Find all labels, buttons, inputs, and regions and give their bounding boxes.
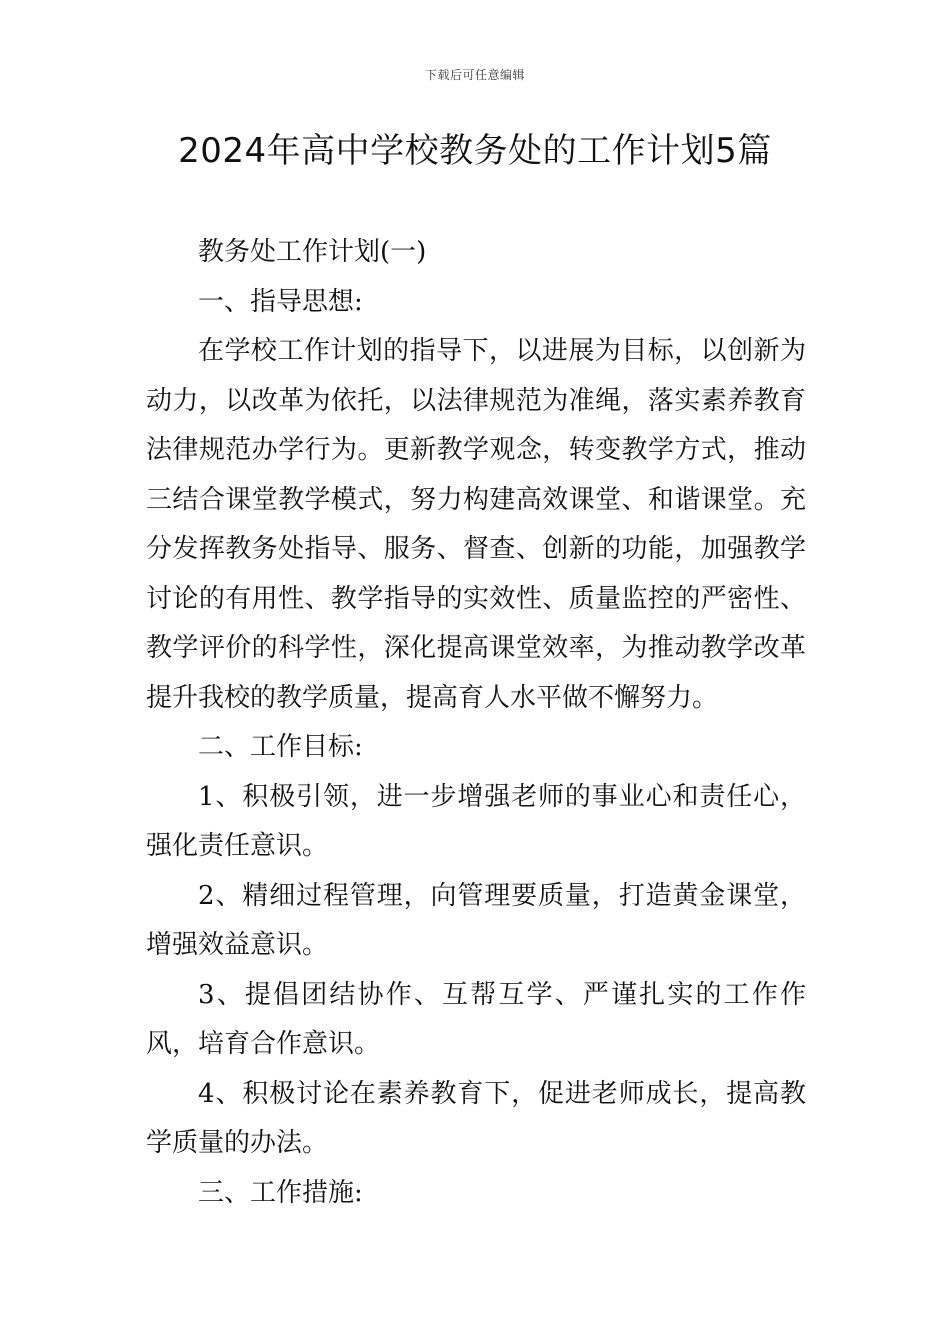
section-heading-work-measures: 三、工作措施: — [198, 1177, 363, 1208]
section-heading-guiding-thought: 一、指导思想: — [198, 286, 363, 317]
list-item-goal-3: 3、提倡团结协作、互帮互学、严谨扎实的工作作风，培育合作意识。 — [146, 979, 806, 1059]
list-item-goal-4: 4、积极讨论在素养教育下，促进老师成长，提高教学质量的办法。 — [146, 1078, 806, 1158]
list-item-goal-2: 2、精细过程管理，向管理要质量，打造黄金课堂，增强效益意识。 — [146, 880, 806, 960]
list-item-goal-1: 1、积极引领，进一步增强老师的事业心和责任心，强化责任意识。 — [146, 781, 806, 861]
document-title: 2024年高中学校教务处的工作计划5篇 — [178, 131, 772, 171]
document-body — [146, 228, 806, 1218]
header-note: 下载后可任意编辑 — [424, 68, 525, 82]
section-heading-work-goals: 二、工作目标: — [198, 732, 363, 762]
paragraph-guiding-thought: 在学校工作计划的指导下，以进展为目标，以创新为动力，以改革为依托，以法律规范为准绳，落实素养教育法律规范办学行为。更新教学观念，转变教学方式，推动三结合课堂教学模式，努力构建高效课堂、和谐课堂。充分发挥教务处指导、服务、督查、创新的功能，加强教学讨论的有用性、教学指导的实效性、质量监控的严密性、教学评价的科学性，深化提高课堂效率，为推动教学改革提升我校的教学质量，提高育人水平做不懈努力。 — [146, 336, 806, 713]
section-heading-plan-one: 教务处工作计划(一) — [198, 237, 427, 267]
